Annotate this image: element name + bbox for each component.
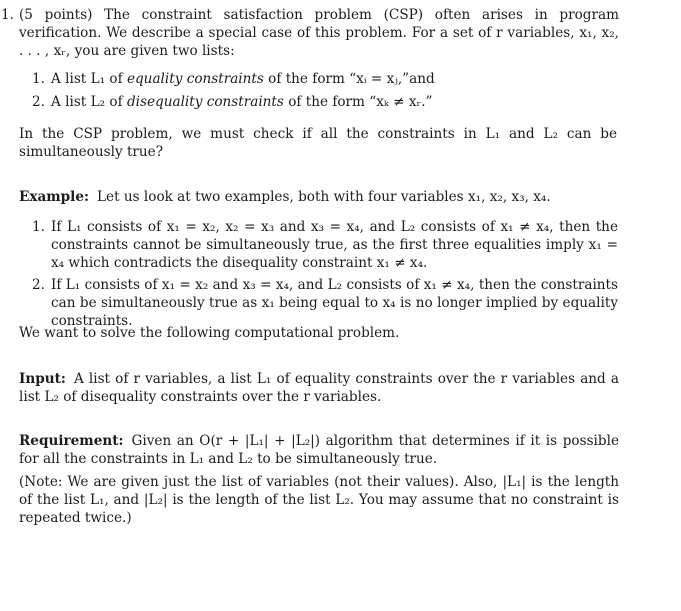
list-item-emphasis: disequality constraints: [126, 94, 284, 110]
requirement-text: Given an O(r + |L₁| + |L₂|) algorithm that determines if it is possible for all the constraints in L₁ and L₂ to be simultaneously true.: [19, 433, 619, 467]
example-item-text: If L₁ consists of x₁ = x₂, x₂ = x₃ and x₃ = x₄, and L₂ consists of x₁ ≠ x₄, then the constraints cannot be simultaneously true, as the first three equalities imply x₁ = x₄ which contradicts the disequality constraint x₁ ≠ x₄.: [51, 219, 618, 271]
list-marker: 1.: [32, 71, 45, 87]
want-statement: We want to solve the following computational problem.: [19, 325, 400, 341]
input-text: A list of r variables, a list L₁ of equality constraints over the r variables and a list L₂ of disequality constraints over the r variables.: [19, 371, 619, 405]
list-item-lead: A list L₂ of: [51, 94, 127, 110]
list-item: [32, 218, 618, 272]
problem-question: In the CSP problem, we must check if all the constraints in L₁ and L₂ can be simultaneously true?: [19, 126, 617, 160]
list-item-emphasis: equality constraints: [126, 71, 264, 87]
list-item: [32, 276, 618, 330]
example-list: [32, 218, 618, 334]
input-section: [19, 370, 619, 406]
list-marker: 2.: [32, 94, 45, 110]
list-marker: 1.: [32, 219, 45, 235]
problem-intro-text: (5 points) The constraint satisfaction problem (CSP) often arises in program verification. We describe a special case of this problem. For a set of r variables, x₁, x₂, . . . , xᵣ, you are given two lists:: [19, 7, 619, 59]
requirement-label: Requirement:: [19, 433, 124, 449]
input-label: Input:: [19, 371, 66, 387]
list-item-tail: of the form “xₖ ≠ xᵣ.”: [283, 94, 433, 110]
example-heading: [19, 188, 619, 206]
list-item: [32, 70, 622, 88]
list-item: [32, 93, 622, 111]
problem-number: 1.: [1, 7, 14, 23]
list-item-tail: of the form “xᵢ = xⱼ,”and: [263, 71, 435, 87]
note-section: (Note: We are given just the list of variables (not their values). Also, |L₁| is the length of the list L₁, and |L₂| is the length of the list L₂. You may assume that no constraint is repeated twice.): [19, 474, 619, 526]
example-text: Let us look at two examples, both with four variables x₁, x₂, x₃, x₄.: [97, 189, 551, 205]
example-label: Example:: [19, 189, 89, 205]
problem-intro: [1, 6, 619, 60]
example-item-text: If L₁ consists of x₁ = x₂ and x₃ = x₄, and L₂ consists of x₁ ≠ x₄, then the constraints can be simultaneously true as x₁ being equal to x₄ is no longer implied by equality constraints.: [51, 277, 618, 329]
list-item-lead: A list L₁ of: [51, 71, 127, 87]
constraint-lists: [32, 70, 622, 116]
list-marker: 2.: [32, 277, 45, 293]
requirement-section: [19, 432, 619, 468]
